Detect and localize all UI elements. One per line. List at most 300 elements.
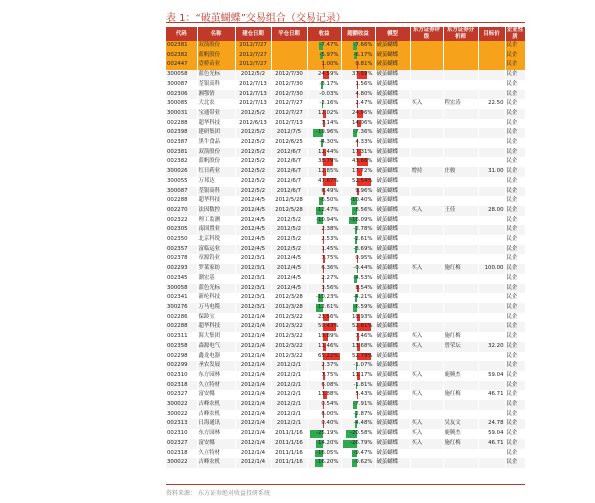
analyst-cell: 鹿腾杰 xyxy=(443,429,478,439)
table-row xyxy=(166,60,525,70)
cell-value: 19.89% xyxy=(317,333,339,340)
open-cell: 2012/4/5 xyxy=(235,225,271,235)
close-cell: 2011/1/16 xyxy=(271,449,307,459)
rating-cell xyxy=(410,293,443,303)
excess-return-cell xyxy=(341,119,375,129)
cell-value: 2.53% xyxy=(321,236,339,243)
analyst-cell: 吴友文 xyxy=(443,419,478,429)
cell-value: -20.58% xyxy=(350,430,373,437)
code-cell: 002270 xyxy=(166,206,197,216)
code-cell: 002286 xyxy=(166,313,197,323)
nature-cell: 民企 xyxy=(505,60,525,70)
table-row xyxy=(166,157,525,167)
nature-cell: 民企 xyxy=(505,235,525,245)
close-cell: 2012/7/30 xyxy=(271,80,307,90)
close-cell: 2012/4/5 xyxy=(271,254,307,264)
excess-return-cell xyxy=(341,352,375,362)
return-cell xyxy=(307,51,341,61)
excess-return-cell xyxy=(341,80,375,90)
cell-value: 2.47% xyxy=(355,100,373,107)
table-row xyxy=(166,216,525,226)
table-row xyxy=(166,167,525,177)
return-cell xyxy=(307,187,341,197)
cell-value: 12.85% xyxy=(317,168,339,175)
nature-cell: 民企 xyxy=(505,216,525,226)
analyst-cell xyxy=(443,119,478,129)
target-cell xyxy=(478,187,505,197)
cell-value: 23.56% xyxy=(317,313,339,320)
return-cell xyxy=(307,303,341,313)
name-cell: 宝通带业 xyxy=(197,109,235,119)
analyst-cell: 施红梅 xyxy=(443,332,478,342)
cell-value: -16.09% xyxy=(350,216,373,223)
nature-cell: 民企 xyxy=(505,274,525,284)
cell-value: 0.54% xyxy=(321,401,339,408)
return-cell xyxy=(307,419,341,429)
code-cell: 002310 xyxy=(166,371,197,381)
target-cell xyxy=(478,60,505,70)
target-cell: 59.04 xyxy=(478,429,505,439)
cell-value: -1.07% xyxy=(353,362,373,369)
rating-cell: 买入 xyxy=(410,371,443,381)
target-cell xyxy=(478,90,505,100)
close-cell: 2012/5/2 xyxy=(271,216,307,226)
name-cell: 吉峰农机 xyxy=(197,458,235,468)
return-cell xyxy=(307,138,341,148)
target-cell xyxy=(478,361,505,371)
analyst-cell xyxy=(443,313,478,323)
nature-cell: 民企 xyxy=(505,439,525,449)
close-cell: 2012/2/1 xyxy=(271,361,307,371)
open-cell: 2012/5/2 xyxy=(235,138,271,148)
name-cell: 东方园林 xyxy=(197,429,235,439)
analyst-cell xyxy=(443,90,478,100)
nature-cell: 民企 xyxy=(505,322,525,332)
table-row xyxy=(166,313,525,323)
cell-value: -1.81% xyxy=(353,381,373,388)
excess-return-cell xyxy=(341,381,375,391)
excess-return-cell xyxy=(341,361,375,371)
column-header: 目标价 xyxy=(478,27,505,41)
model-cell: 破茧蝴蝶 xyxy=(375,187,410,197)
code-cell: 002447 xyxy=(166,60,197,70)
model-cell: 破茧蝴蝶 xyxy=(375,429,410,439)
table-header xyxy=(166,27,525,41)
analyst-cell xyxy=(443,225,478,235)
close-cell: 2012/7/27 xyxy=(271,109,307,119)
model-cell: 破茧蝴蝶 xyxy=(375,264,410,274)
rating-cell xyxy=(410,381,443,391)
analyst-cell xyxy=(443,216,478,226)
open-cell: 2012/5/2 xyxy=(235,187,271,197)
cell-value: 1.56% xyxy=(355,80,373,87)
table-row xyxy=(166,254,525,264)
target-cell xyxy=(478,254,505,264)
model-cell: 破茧蝴蝶 xyxy=(375,70,410,80)
open-cell: 2012/1/4 xyxy=(235,400,271,410)
cell-value: -0.03% xyxy=(319,90,339,97)
close-cell: 2012/2/1 xyxy=(271,410,307,420)
model-cell: 破茧蝴蝶 xyxy=(375,400,410,410)
code-cell: 002306 xyxy=(166,90,197,100)
rating-cell xyxy=(410,90,443,100)
table-row xyxy=(166,235,525,245)
excess-return-cell xyxy=(341,206,375,216)
model-cell: 破茧蝴蝶 xyxy=(375,51,410,61)
model-cell: 破茧蝴蝶 xyxy=(375,128,410,138)
return-cell xyxy=(307,332,341,342)
excess-return-cell xyxy=(341,313,375,323)
cell-value: 11.46% xyxy=(317,342,339,349)
model-cell: 破茧蝴蝶 xyxy=(375,225,410,235)
model-cell: 破茧蝴蝶 xyxy=(375,245,410,255)
cell-value: -7.47% xyxy=(319,42,339,48)
code-cell: 002327 xyxy=(166,390,197,400)
open-cell: 2012/3/1 xyxy=(235,254,271,264)
open-cell: 2012/1/4 xyxy=(235,371,271,381)
cell-value: -0.44% xyxy=(353,265,373,272)
return-cell xyxy=(307,400,341,410)
cell-value: -7.91% xyxy=(353,401,373,408)
table-row xyxy=(166,70,525,80)
code-cell: 002345 xyxy=(166,274,197,284)
nature-cell: 民企 xyxy=(505,90,525,100)
open-cell: 2012/7/13 xyxy=(235,80,271,90)
name-cell: 吉峰农机 xyxy=(197,400,235,410)
model-cell: 破茧蝴蝶 xyxy=(375,167,410,177)
nature-cell: 民企 xyxy=(505,196,525,206)
analyst-cell xyxy=(443,70,478,80)
open-cell: 2012/1/4 xyxy=(235,439,271,449)
cell-value: -16.20% xyxy=(316,459,339,466)
close-cell: 2012/3/22 xyxy=(271,313,307,323)
excess-return-cell xyxy=(341,128,375,138)
analyst-cell xyxy=(443,187,478,197)
nature-cell: 民企 xyxy=(505,245,525,255)
open-cell: 2012/1/4 xyxy=(235,342,271,352)
code-cell: 002382 xyxy=(166,51,197,61)
name-cell: 北京科锐 xyxy=(197,235,235,245)
nature-cell: 民企 xyxy=(505,400,525,410)
code-cell: 002350 xyxy=(166,235,197,245)
analyst-cell xyxy=(443,177,478,187)
cell-value: -2.87% xyxy=(353,410,373,417)
analyst-cell xyxy=(443,449,478,459)
rating-cell: 增持 xyxy=(410,167,443,177)
return-cell xyxy=(307,148,341,158)
code-cell: 002318 xyxy=(166,381,197,391)
target-cell: 100.00 xyxy=(478,264,505,274)
excess-return-cell xyxy=(341,70,375,80)
excess-return-cell xyxy=(341,90,375,100)
cell-value: 1.45% xyxy=(321,245,339,252)
excess-return-cell xyxy=(341,458,375,468)
name-cell: 荃银高科 xyxy=(197,187,235,197)
nature-cell: 民企 xyxy=(505,41,525,51)
excess-return-cell xyxy=(341,157,375,167)
table-row xyxy=(166,90,525,100)
name-cell: 大北农 xyxy=(197,99,235,109)
cell-value: 65.22% xyxy=(317,352,339,359)
analyst-cell xyxy=(443,157,478,167)
target-cell xyxy=(478,41,505,51)
cell-value: 6.08% xyxy=(321,381,339,388)
close-cell: 2012/6/7 xyxy=(271,148,307,158)
return-cell xyxy=(307,167,341,177)
column-header: 企业性质 xyxy=(506,27,524,40)
model-cell: 破茧蝴蝶 xyxy=(375,206,410,216)
cell-value: 2.27% xyxy=(321,274,339,281)
cell-value: -25.19% xyxy=(316,430,339,437)
model-cell: 破茧蝴蝶 xyxy=(375,332,410,342)
code-cell: 002381 xyxy=(166,148,197,158)
model-cell: 破茧蝴蝶 xyxy=(375,99,410,109)
cell-value: -6.59% xyxy=(353,303,373,310)
model-cell: 破茧蝴蝶 xyxy=(375,119,410,129)
cell-value: -6.50% xyxy=(319,197,339,204)
open-cell: 2012/4/5 xyxy=(235,206,271,216)
cell-value: 7.75% xyxy=(321,255,339,262)
rating-cell xyxy=(410,352,443,362)
cell-value: 0.95% xyxy=(355,255,373,262)
close-cell: 2012/2/1 xyxy=(271,371,307,381)
table-row xyxy=(166,332,525,342)
excess-return-cell xyxy=(341,410,375,420)
return-cell xyxy=(307,293,341,303)
model-cell: 破茧蝴蝶 xyxy=(375,138,410,148)
name-cell: 蓝帆股份 xyxy=(197,51,235,61)
target-cell xyxy=(478,128,505,138)
cell-value: 4.33% xyxy=(355,139,373,146)
close-cell: 2012/4/5 xyxy=(271,274,307,284)
return-cell xyxy=(307,157,341,167)
target-cell xyxy=(478,313,505,323)
return-cell xyxy=(307,322,341,332)
target-cell xyxy=(478,177,505,187)
cell-value: -14.20% xyxy=(316,439,339,446)
cell-value: -2.61% xyxy=(353,236,373,243)
cell-value: -9.62% xyxy=(353,459,373,466)
target-cell xyxy=(478,284,505,294)
close-cell: 2012/4/5 xyxy=(271,264,307,274)
table-row xyxy=(166,449,525,459)
cell-value: 7.46% xyxy=(355,333,373,340)
cell-value: -10.94% xyxy=(316,216,339,223)
nature-cell: 民企 xyxy=(505,99,525,109)
cell-value: 12.02% xyxy=(317,109,339,116)
rating-cell: 买入 xyxy=(410,419,443,429)
excess-return-cell xyxy=(341,342,375,352)
code-cell: 002288 xyxy=(166,196,197,206)
model-cell: 破茧蝴蝶 xyxy=(375,216,410,226)
nature-cell: 民企 xyxy=(505,342,525,352)
open-cell: 2012/1/4 xyxy=(235,410,271,420)
nature-cell: 民企 xyxy=(505,109,525,119)
close-cell: 2012/6/25 xyxy=(271,138,307,148)
target-cell xyxy=(478,196,505,206)
trade-record-table xyxy=(166,27,526,468)
table-row xyxy=(166,352,525,362)
code-cell: 002305 xyxy=(166,225,197,235)
table-row xyxy=(166,196,525,206)
return-cell xyxy=(307,60,341,70)
cell-value: -9.47% xyxy=(353,449,373,456)
return-cell xyxy=(307,284,341,294)
table-row xyxy=(166,225,525,235)
return-cell xyxy=(307,264,341,274)
excess-return-cell xyxy=(341,274,375,284)
cell-value: -4.21% xyxy=(353,294,373,301)
cell-value: 8.54% xyxy=(355,284,373,291)
rating-cell: 买入 xyxy=(410,264,443,274)
close-cell: 2012/3/22 xyxy=(271,342,307,352)
open-cell: 2012/4/5 xyxy=(235,245,271,255)
target-cell xyxy=(478,400,505,410)
name-cell: 超华科技 xyxy=(197,119,235,129)
name-cell: 日海通讯 xyxy=(197,419,235,429)
open-cell: 2012/1/4 xyxy=(235,458,271,468)
analyst-cell xyxy=(443,274,478,284)
code-cell: 002387 xyxy=(166,138,197,148)
rating-cell: 买入 xyxy=(410,342,443,352)
column-header: 超额收益 xyxy=(341,27,375,41)
column-header: 东方证券分析师 xyxy=(443,27,478,41)
model-cell: 破茧蝴蝶 xyxy=(375,177,410,187)
nature-cell: 民企 xyxy=(505,148,525,158)
code-cell: 002357 xyxy=(166,245,197,255)
model-cell: 破茧蝴蝶 xyxy=(375,284,410,294)
cell-value: 13.68% xyxy=(351,342,373,349)
close-cell: 2012/5/28 xyxy=(271,206,307,216)
model-cell: 破茧蝴蝶 xyxy=(375,439,410,449)
excess-return-cell xyxy=(341,177,375,187)
cell-value: 2.37% xyxy=(321,362,339,369)
open-cell: 2012/4/5 xyxy=(235,235,271,245)
excess-return-cell xyxy=(341,51,375,61)
cell-value: 5.43% xyxy=(355,391,373,398)
open-cell: 2012/3/1 xyxy=(235,264,271,274)
open-cell: 2012/7/27 xyxy=(235,41,271,51)
analyst-cell: 程宏涛 xyxy=(443,99,478,109)
rating-cell xyxy=(410,216,443,226)
table-row xyxy=(166,400,525,410)
model-cell: 破茧蝴蝶 xyxy=(375,148,410,158)
close-cell xyxy=(271,51,307,61)
model-cell: 破茧蝴蝶 xyxy=(375,293,410,303)
column-header: 代码 xyxy=(166,27,197,41)
nature-cell: 民企 xyxy=(505,284,525,294)
cell-value: -2.16% xyxy=(319,100,339,107)
cell-value: -12.47% xyxy=(316,206,339,213)
target-cell xyxy=(478,70,505,80)
cell-value: -10.23% xyxy=(316,294,339,301)
cell-value: 3.56% xyxy=(321,284,339,291)
model-cell: 破茧蝴蝶 xyxy=(375,109,410,119)
code-cell: 300087 xyxy=(166,80,197,90)
name-cell: 富安娜 xyxy=(197,390,235,400)
open-cell: 2012/1/4 xyxy=(235,332,271,342)
nature-cell: 民企 xyxy=(505,138,525,148)
table-row xyxy=(166,429,525,439)
column-header: 模型 xyxy=(375,27,410,41)
nature-cell: 民企 xyxy=(505,157,525,167)
return-cell xyxy=(307,90,341,100)
analyst-cell xyxy=(443,148,478,158)
name-cell: 南国置业 xyxy=(197,225,235,235)
name-cell: 超华科技 xyxy=(197,322,235,332)
return-cell xyxy=(307,70,341,80)
cell-value: -26.79% xyxy=(350,439,373,446)
model-cell: 破茧蝴蝶 xyxy=(375,419,410,429)
target-cell xyxy=(478,332,505,342)
cell-value: 10.93% xyxy=(351,313,373,320)
return-cell xyxy=(307,361,341,371)
target-cell: 32.20 xyxy=(478,342,505,352)
nature-cell: 民企 xyxy=(505,119,525,129)
rating-cell xyxy=(410,119,443,129)
excess-return-cell xyxy=(341,303,375,313)
open-cell: 2012/1/4 xyxy=(235,352,271,362)
close-cell: 2011/1/16 xyxy=(271,429,307,439)
rating-cell xyxy=(410,235,443,245)
nature-cell: 民企 xyxy=(505,80,525,90)
excess-return-cell xyxy=(341,225,375,235)
open-cell: 2012/7/13 xyxy=(235,99,271,109)
model-cell: 破茧蝴蝶 xyxy=(375,342,410,352)
rating-cell xyxy=(410,138,443,148)
rating-cell xyxy=(410,80,443,90)
nature-cell: 民企 xyxy=(505,390,525,400)
code-cell: 002322 xyxy=(166,216,197,226)
name-cell: 富安娜 xyxy=(197,439,235,449)
open-cell: 2012/3/1 xyxy=(235,284,271,294)
excess-return-cell xyxy=(341,41,375,51)
model-cell: 破茧蝴蝶 xyxy=(375,361,410,371)
analyst-cell: 施红梅 xyxy=(443,439,478,449)
rating-cell xyxy=(410,177,443,187)
analyst-cell xyxy=(443,60,478,70)
analyst-cell xyxy=(443,322,478,332)
cell-value: -7.66% xyxy=(353,42,373,48)
cell-value: 13.88% xyxy=(317,391,339,398)
rating-cell xyxy=(410,313,443,323)
cell-value: -16.05% xyxy=(316,449,339,456)
return-cell xyxy=(307,225,341,235)
excess-return-cell xyxy=(341,138,375,148)
close-cell: 2012/5/2 xyxy=(271,245,307,255)
target-cell: 59.04 xyxy=(478,371,505,381)
close-cell: 2012/4/5 xyxy=(271,284,307,294)
nature-cell: 民企 xyxy=(505,264,525,274)
model-cell: 破茧蝴蝶 xyxy=(375,60,410,70)
cell-value: -4.30% xyxy=(319,139,339,146)
analyst-cell xyxy=(443,138,478,148)
excess-return-cell xyxy=(341,109,375,119)
cell-value: 52.54% xyxy=(351,177,373,184)
close-cell xyxy=(271,60,307,70)
target-cell xyxy=(478,303,505,313)
model-cell: 破茧蝴蝶 xyxy=(375,313,410,323)
excess-return-cell xyxy=(341,429,375,439)
source-text: 东方证券绝对收益投研系统 xyxy=(197,490,270,497)
name-cell: 黑牛食品 xyxy=(197,138,235,148)
rating-cell xyxy=(410,225,443,235)
close-cell: 2012/5/2 xyxy=(271,235,307,245)
analyst-cell xyxy=(443,293,478,303)
return-cell xyxy=(307,119,341,129)
cell-value: -7.36% xyxy=(353,129,373,136)
excess-return-cell xyxy=(341,390,375,400)
